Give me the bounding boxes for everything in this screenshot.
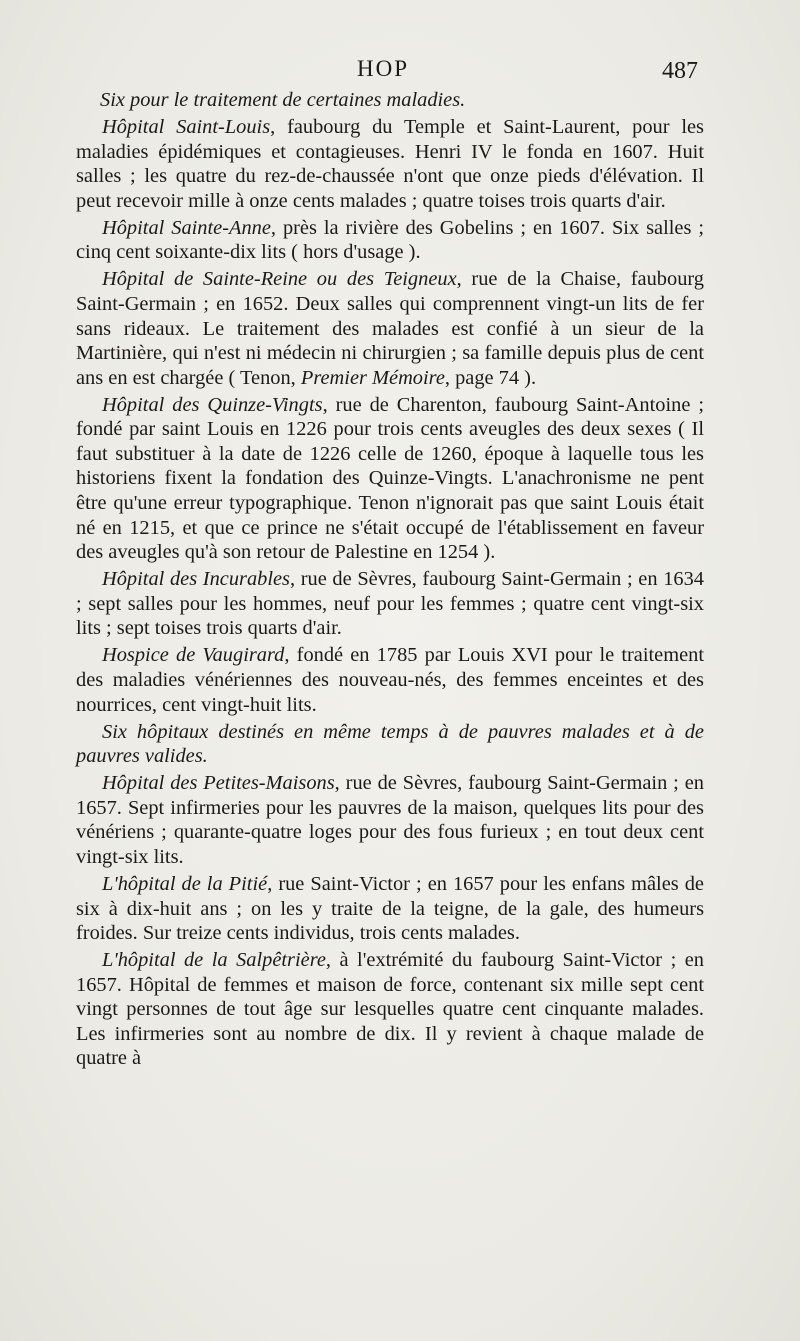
section-heading-text: Six hôpitaux destinés en même temps à de pauvres malades et à de pauvres valides. bbox=[76, 720, 704, 768]
section-heading-text: Six pour le traitement de certaines maladies. bbox=[100, 89, 466, 111]
entry-hopital-sainte-anne bbox=[76, 216, 704, 265]
running-head: HOP bbox=[357, 56, 410, 81]
entry-hopital-pitie bbox=[76, 872, 704, 946]
page-header bbox=[0, 56, 800, 90]
entry-hopital-sainte-reine bbox=[76, 267, 704, 390]
entry-heading: Hôpital des Quinze-Vingts bbox=[102, 393, 323, 416]
body-text bbox=[76, 88, 704, 1073]
entry-heading: Hôpital des Petites-Maisons bbox=[102, 772, 335, 795]
entry-heading: Hôpital Sainte-Anne bbox=[102, 216, 271, 239]
entry-text: , à l'extrémité du faubourg Saint-Victor ; en 1657. Hôpital de femmes et maison de force, contenant six mille sept cent vingt personnes de tout âge sur lesquelles quatre cent cinquante malades. Les infirmeries sont au nombre de dix. Il y revient à chaque malade de quatre à bbox=[76, 949, 704, 1070]
section-heading-maladies bbox=[76, 88, 704, 113]
entry-hopital-salpetriere bbox=[76, 948, 704, 1071]
page-number: 487 bbox=[662, 58, 698, 84]
entry-hopital-quinze-vingts bbox=[76, 393, 704, 565]
entry-heading: Hôpital de Sainte-Reine ou des Teigneux bbox=[102, 268, 457, 291]
entry-heading: L'hôpital de la Pitié bbox=[102, 872, 268, 895]
entry-text: , rue de Charenton, faubourg Saint-Antoine ; fondé par saint Louis en 1226 pour trois cents aveugles des deux sexes ( Il faut substituer à la date de 1226 celle de 1260, époque à laquelle tous les historiens fixent la fondation des Quinze-Vingts. L'anachronisme ne pent être qu'une erreur typographique. Tenon n'ignorait pas que saint Louis était né en 1215, et que ce prince ne s'était occupé de l'établissement en faveur des aveugles qu'à son retour de Palestine en 1254 ). bbox=[76, 393, 704, 564]
entry-heading: L'hôpital de la Salpêtrière bbox=[102, 949, 326, 972]
entry-hospice-vaugirard bbox=[76, 643, 704, 717]
entry-hopital-saint-louis bbox=[76, 115, 704, 213]
entry-heading: Hospice de Vaugirard bbox=[102, 644, 285, 667]
section-heading-valides bbox=[76, 720, 704, 769]
entry-heading: Hôpital des Incurables bbox=[102, 568, 290, 591]
italic-reference: Premier Mémoire bbox=[300, 366, 445, 389]
entry-text: , rue Saint-Victor ; en 1657 pour les enfans mâles de six à dix-huit ans ; on les y traite de la teigne, de la gale, des humeurs froides. Sur treize cents individus, trois cents malades. bbox=[76, 872, 704, 945]
entry-text: , rue de Sèvres, faubourg Saint-Germain ; en 1657. Sept infirmeries pour les pauvres de la maison, quelques lits pour des vénériens ; quarante-quatre loges pour des fous furieux ; en tout deux cent vingt-six lits. bbox=[76, 772, 704, 868]
entry-hopital-petites-maisons bbox=[76, 771, 704, 869]
entry-text: , près la rivière des Gobelins ; en 1607. Six salles ; cinq cent soixante-dix lits ( hors d'usage ). bbox=[76, 216, 704, 264]
entry-text: , faubourg du Temple et Saint-Laurent, pour les maladies épidémiques et contagieuses. Henri IV le fonda en 1607. Huit salles ; les quatre du rez-de-chaussée n'ont que onze pieds d'élévation. Il peut recevoir mille à onze cents malades ; quatre toises trois quarts d'air. bbox=[76, 115, 704, 212]
entry-heading: Hôpital Saint-Louis bbox=[102, 115, 271, 138]
entry-text: , rue de Sèvres, faubourg Saint-Germain ; en 1634 ; sept salles pour les hommes, neuf pour les femmes ; quatre cent vingt-six lits ; sept toises trois quarts d'air. bbox=[76, 568, 704, 640]
entry-text: , fondé en 1785 par Louis XVI pour le traitement des maladies vénériennes des nouveau-nés, des femmes enceintes et des nourrices, cent vingt-huit lits. bbox=[76, 644, 704, 716]
entry-text: , rue de la Chaise, faubourg Saint-Germain ; en 1652. Deux salles qui comprennent vingt-un lits de fer sans rideaux. Le traitement des malades est confié à un sieur de la Martinière, qui n'est ni médecin ni chirurgien ; sa famille depuis plus de cent ans en est chargée ( Tenon, bbox=[76, 268, 705, 389]
entry-hopital-incurables bbox=[76, 567, 704, 641]
entry-text-after: , page 74 ). bbox=[444, 366, 537, 389]
